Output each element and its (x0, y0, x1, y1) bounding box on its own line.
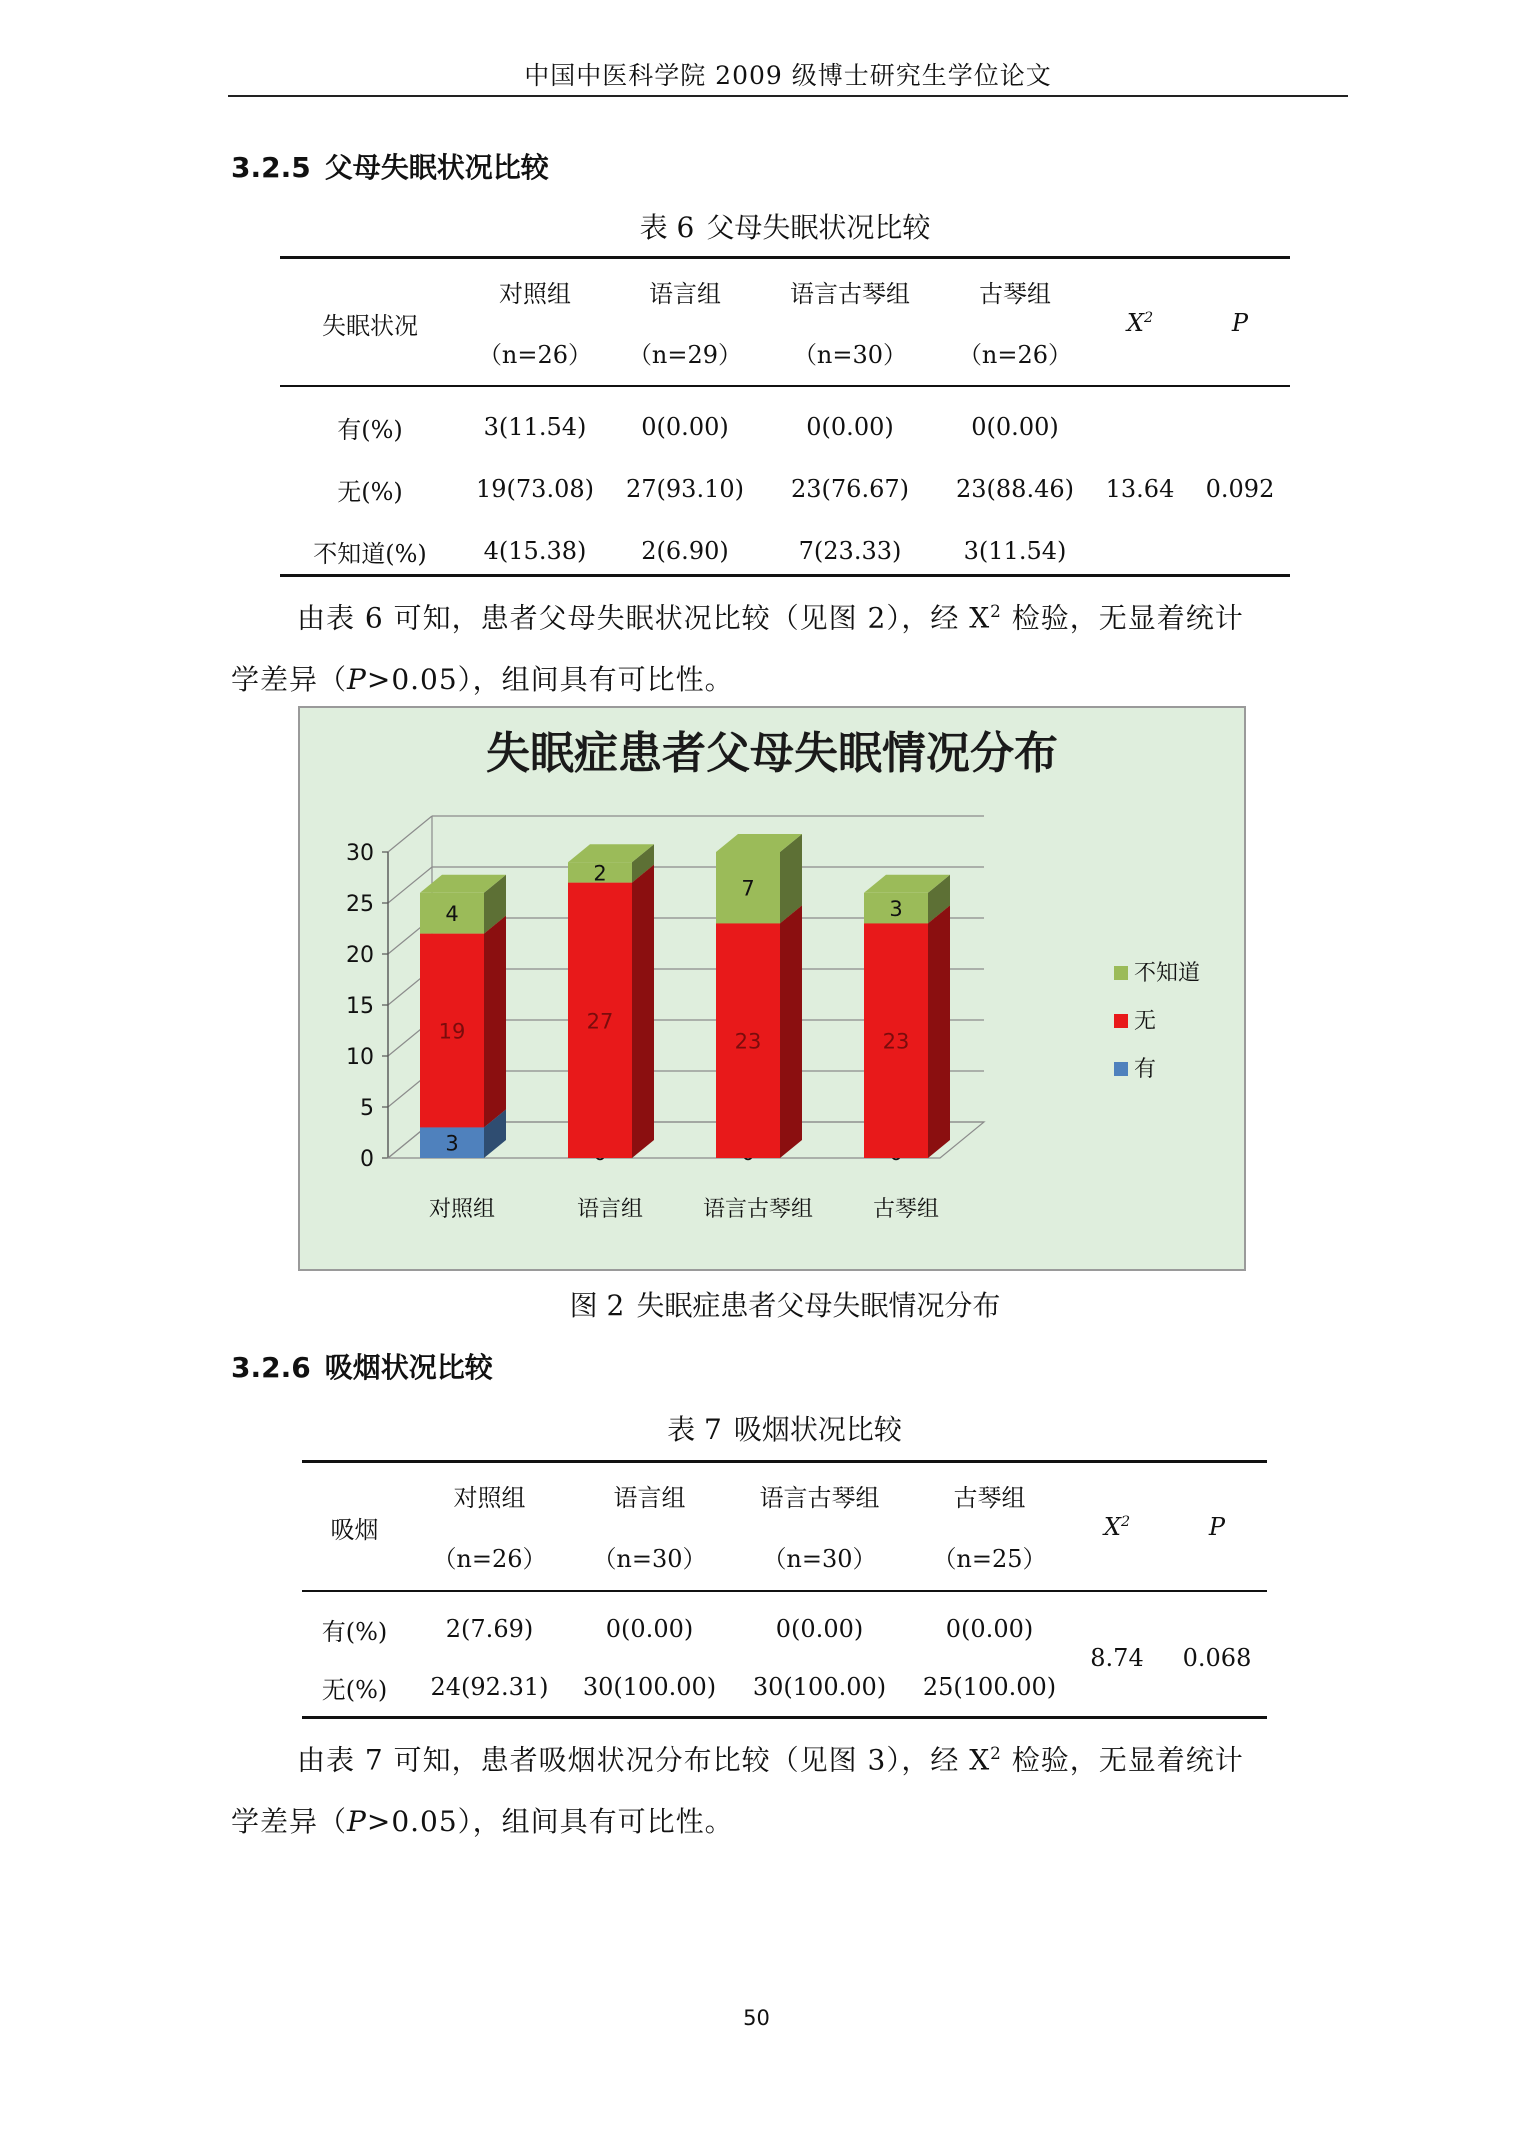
table-cell: 3(11.54) (963, 537, 1067, 565)
data-label: 27 (586, 1009, 614, 1034)
stacked-3d-bar-chart (300, 708, 1244, 1269)
table7-caption-text: 吸烟状况比较 (733, 1413, 902, 1446)
table6-caption (280, 206, 1290, 246)
table6-group-n: （n=29） (627, 340, 743, 369)
table6-row-header: 失眠状况 (322, 311, 418, 340)
data-label: 23 (882, 1029, 910, 1054)
table-cell: 0(0.00) (945, 1615, 1034, 1643)
table-cell: 23(76.67) (791, 475, 909, 503)
running-header: 中国中医科学院 2009 级博士研究生学位论文 (524, 61, 1052, 90)
x-tick-label: 古琴组 (872, 1197, 940, 1222)
table-cell: 0(0.00) (971, 413, 1059, 441)
section-number: 3.2.5 (231, 151, 311, 184)
legend-label: 不知道 (1134, 961, 1201, 986)
table6-group-name: 语言古琴组 (790, 279, 910, 308)
table6-row-label: 不知道(%) (313, 539, 427, 568)
y-tick-label: 15 (346, 994, 374, 1019)
table7-p-value: 0.068 (1182, 1644, 1252, 1672)
y-tick-label: 20 (346, 943, 374, 968)
y-tick-label: 10 (346, 1045, 374, 1070)
table6-p-value: 0.092 (1205, 475, 1275, 503)
table7-group-name: 古琴组 (953, 1483, 1026, 1512)
table6-top-rule (280, 256, 1290, 259)
table6-chi-header: $X^2$ (1126, 309, 1154, 337)
table6-row-label: 无(%) (337, 477, 403, 506)
table7-bottom-rule (302, 1716, 1267, 1719)
legend-swatch (1114, 1062, 1128, 1076)
table7-group-n: （n=30） (592, 1544, 707, 1573)
y-tick-label: 0 (360, 1147, 374, 1172)
table7-row-label: 有(%) (321, 1617, 388, 1646)
table6-p-header: P (1231, 309, 1249, 337)
table7-header-row-1 (302, 1466, 1267, 1524)
table-cell: 4(15.38) (483, 537, 587, 565)
table6-group-n: （n=26） (477, 340, 593, 369)
data-label: 3 (889, 897, 903, 922)
table-cell: 23(88.46) (956, 475, 1074, 503)
table7-row-label: 无(%) (321, 1675, 388, 1704)
table6-row-label: 有(%) (337, 415, 403, 444)
legend-label: 无 (1134, 1009, 1157, 1034)
table6 (280, 262, 1290, 582)
bar-segment-side (484, 916, 506, 1128)
table6-group-name: 对照组 (499, 279, 571, 308)
table7-caption (302, 1408, 1267, 1448)
table-cell: 30(100.00) (582, 1673, 717, 1701)
x-tick-label: 语言古琴组 (702, 1197, 814, 1222)
table-row (302, 1600, 1267, 1658)
legend-label: 有 (1134, 1057, 1157, 1082)
data-label: 3 (445, 1131, 459, 1156)
figure2-chart (298, 706, 1246, 1271)
table6-group-n: （n=26） (957, 340, 1073, 369)
table-cell: 2(7.69) (445, 1615, 534, 1643)
table-cell: 24(92.31) (430, 1673, 549, 1701)
table7-group-name: 对照组 (453, 1483, 526, 1512)
table-cell: 30(100.00) (752, 1673, 887, 1701)
chart-legend (1114, 961, 1200, 1082)
table7-caption-label: 表 7 (667, 1413, 722, 1446)
table7-group-n: （n=30） (762, 1544, 877, 1573)
paragraph-line: 由表 7 可知，患者吸烟状况分布比较（见图 3），经 $X^2$ 检验，无显着统计 (297, 1743, 1244, 1777)
y-tick-label: 5 (360, 1096, 374, 1121)
table6-group-name: 语言组 (649, 279, 721, 308)
table6-caption-text: 父母失眠状况比较 (706, 211, 931, 244)
table-cell: 0(0.00) (775, 1615, 864, 1643)
table7 (302, 1466, 1267, 1716)
table-cell: 2(6.90) (641, 537, 729, 565)
y-tick-label: 25 (346, 892, 374, 917)
legend-swatch (1114, 1014, 1128, 1028)
legend-swatch (1114, 966, 1128, 980)
table-row (280, 396, 1290, 458)
paragraph-line: 学差异（P>0.05），组间具有可比性。 (231, 1805, 734, 1839)
table6-caption-label: 表 6 (639, 211, 695, 244)
section-number: 3.2.6 (231, 1351, 311, 1384)
paragraph-line: 由表 6 可知，患者父母失眠状况比较（见图 2），经 $X^2$ 检验，无显着统计 (297, 601, 1244, 635)
table-cell: 25(100.00) (922, 1673, 1057, 1701)
section-title: 吸烟状况比较 (324, 1351, 493, 1384)
chart-y-ticks (346, 841, 374, 1172)
x-tick-label: 对照组 (428, 1197, 496, 1222)
table-cell: 0(0.00) (641, 413, 729, 441)
gridline-depth (388, 816, 432, 852)
data-label: 7 (741, 876, 755, 901)
table7-top-rule (302, 1460, 1267, 1463)
chart-x-ticks (429, 1197, 939, 1222)
chart-title: 失眠症患者父母失眠情况分布 (486, 728, 1058, 779)
table-cell: 3(11.54) (483, 413, 587, 441)
table-cell: 27(93.10) (626, 475, 744, 503)
table7-group-n: （n=25） (932, 1544, 1047, 1573)
section-title: 父母失眠状况比较 (324, 151, 549, 184)
bar-segment-side (928, 905, 950, 1158)
table-cell: 7(23.33) (798, 537, 902, 565)
table6-chi-value: 13.64 (1105, 475, 1175, 503)
table-cell: 0(0.00) (605, 1615, 694, 1643)
x-tick-label: 语言组 (576, 1197, 644, 1222)
data-label: 4 (445, 902, 459, 927)
paragraph-table7 (231, 1722, 1351, 1853)
table6-group-n: （n=30） (792, 340, 908, 369)
bar-segment-side (780, 905, 802, 1158)
table-cell: 19(73.08) (476, 475, 594, 503)
section-heading-3-2-6 (231, 1346, 493, 1386)
data-label: 23 (734, 1029, 762, 1054)
bar-segment-side (632, 865, 654, 1158)
data-label: 19 (438, 1019, 466, 1044)
table6-header-row-1 (280, 262, 1290, 320)
page-number: 50 (743, 2006, 770, 2030)
figure2-caption (280, 1284, 1290, 1324)
y-tick-label: 30 (346, 841, 374, 866)
header-rule (228, 95, 1348, 97)
table7-group-name: 语言组 (613, 1483, 686, 1512)
figure2-caption-text: 失眠症患者父母失眠情况分布 (636, 1289, 1001, 1322)
data-label: 2 (593, 861, 607, 886)
paragraph-line: 学差异（P>0.05），组间具有可比性。 (231, 663, 734, 697)
table7-group-n: （n=26） (432, 1544, 547, 1573)
table-cell: 0(0.00) (806, 413, 894, 441)
chart-bars (420, 834, 950, 1165)
table7-chi-header: $X^2$ (1103, 1513, 1131, 1541)
table7-group-name: 语言古琴组 (759, 1483, 880, 1512)
paragraph-table6 (231, 580, 1351, 711)
table7-p-header: P (1208, 1513, 1226, 1541)
table7-chi-value: 8.74 (1090, 1644, 1144, 1672)
table7-row-header: 吸烟 (330, 1515, 379, 1544)
figure2-caption-label: 图 2 (569, 1289, 625, 1322)
table6-group-name: 古琴组 (979, 279, 1051, 308)
section-heading-3-2-5 (231, 146, 549, 186)
